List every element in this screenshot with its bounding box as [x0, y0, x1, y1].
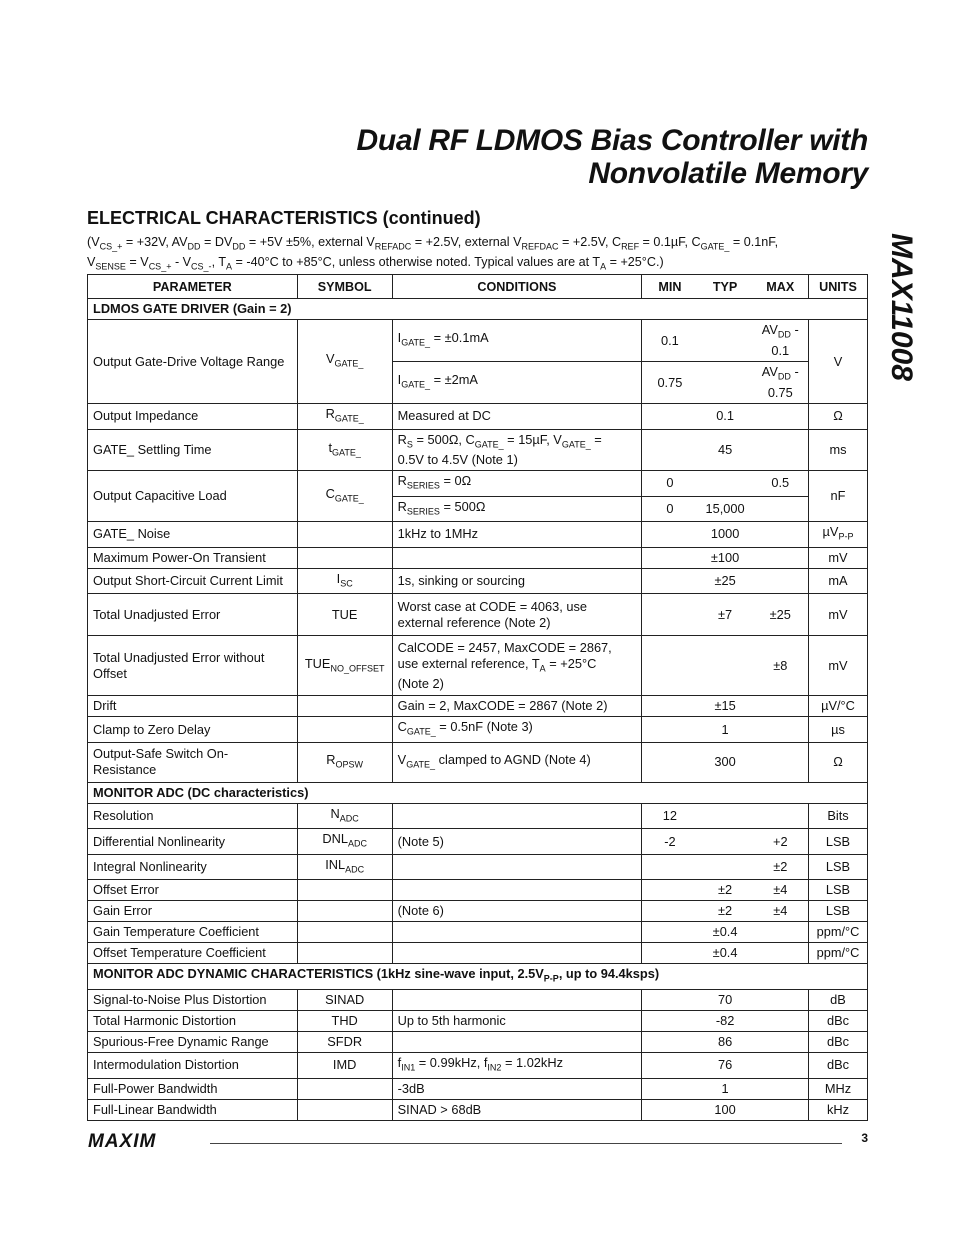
table-row: GATE_ Noise 1kHz to 1MHz 1000 µV$_{P-P}$	[88, 522, 868, 548]
table-row: Output Gate-Drive Voltage Range $V_{GATE\_}$ $I_{GATE\_} = \pm 0.1mA$ 0.1 $AV_{DD}$ - 0.1 V	[88, 320, 868, 362]
part-number-sidebar: MAX11008	[885, 233, 918, 381]
page-title: Dual RF LDMOS Bias Controller with Nonvolatile Memory	[356, 124, 868, 190]
table-row: Differential Nonlinearity $DNL_{ADC}$ (Note 5) -2 +2 LSB	[88, 829, 868, 855]
table-row: Output-Safe Switch On- Resistance $R_{OPSW}$ $V_{GATE\_}$ clamped to AGND (Note 4) 300 Ω	[88, 742, 868, 782]
page-number: 3	[861, 1131, 868, 1145]
table-row: GATE_ Settling Time $t_{GATE\_}$ $R_S = 500\Omega$, $C_{GATE\_} = 15\mu F$, $V_{GATE\_}$ = 0.5V to 4.5V (Note 1) 45 ms	[88, 429, 868, 471]
page-footer	[88, 1131, 868, 1151]
table-row: Drift Gain = 2, MaxCODE = 2867 (Note 2) ±15 µV/°C	[88, 696, 868, 717]
table-row: Intermodulation Distortion IMD $f_{IN1} = 0.99kHz$, $f_{IN2} = 1.02kHz$ 76 dBc	[88, 1053, 868, 1079]
table-row: Gain Error (Note 6) ±2 ±4 LSB	[88, 901, 868, 922]
footer-divider	[210, 1143, 842, 1144]
table-row: Total Unadjusted Error TUE Worst case at CODE = 4063, use external reference (Note 2) ±7 ±25 mV	[88, 594, 868, 636]
table-row: Offset Temperature Coefficient ±0.4 ppm/°C	[88, 943, 868, 964]
table-row: Full-Linear Bandwidth SINAD > 68dB 100 kHz	[88, 1099, 868, 1120]
table-row: Signal-to-Noise Plus Distortion SINAD 70 dB	[88, 990, 868, 1011]
table-row: Total Unadjusted Error without Offset $TUE_{NO\_OFFSET}$ CalCODE = 2457, MaxCODE = 2867, use external reference, $T_A = +25^\circ C$ (Note 2) ±8 mV	[88, 636, 868, 696]
table-header-row: PARAMETER SYMBOL CONDITIONS MIN TYP MAX UNITS	[88, 275, 868, 299]
table-row: Maximum Power-On Transient ±100 mV	[88, 547, 868, 568]
maxim-logo: MAXIM	[88, 1131, 157, 1152]
section-row: LDMOS GATE DRIVER (Gain = 2)	[88, 299, 868, 320]
section-row: MONITOR ADC (DC characteristics)	[88, 782, 868, 803]
section-row: MONITOR ADC DYNAMIC CHARACTERISTICS (1kHz sine-wave input, $2.5V_{P-P}$, up to 94.4ksps)	[88, 964, 868, 990]
table-row: Output Impedance $R_{GATE\_}$ Measured at DC 0.1 Ω	[88, 404, 868, 430]
section-title: ELECTRICAL CHARACTERISTICS (continued)	[87, 208, 481, 228]
table-row: $R_{SERIES} = 500\Omega$ 0 15,000	[88, 496, 868, 522]
test-conditions: ($V_{CS\_+} = +32V$, $AV_{DD} = DV_{DD} = +5V \pm 5\%$, external $V_{REFADC} = +2.5V$, external $V_{REFDAC} = +2.5V$, $C_{REF} = 0.1\mu F$, $C_{GATE\_} = 0.1nF$, $V_{SENSE} = V_{CS\_+} - V_{CS\_-}$, $T_A = -40^\circ C$ to +85°C, unless otherwise noted. Typical values are at $T_A = +25^\circ C$.)	[87, 235, 779, 272]
electrical-characteristics-table	[87, 274, 868, 1121]
table-row: $I_{GATE\_} = \pm 2mA$ 0.75 $AV_{DD}$ - 0.75	[88, 362, 868, 404]
table-row: Clamp to Zero Delay $C_{GATE\_} = 0.5nF$ (Note 3) 1 µs	[88, 717, 868, 743]
table-row: Gain Temperature Coefficient ±0.4 ppm/°C	[88, 922, 868, 943]
table-row: Offset Error ±2 ±4 LSB	[88, 880, 868, 901]
table-row: Output Short-Circuit Current Limit $I_{SC}$ 1s, sinking or sourcing ±25 mA	[88, 568, 868, 594]
table-row: Output Capacitive Load $C_{GATE\_}$ $R_{SERIES} = 0\Omega$ 0 0.5 nF	[88, 471, 868, 497]
table-row: Full-Power Bandwidth -3dB 1 MHz	[88, 1078, 868, 1099]
table-row: Resolution $N_{ADC}$ 12 Bits	[88, 803, 868, 829]
table-row: Spurious-Free Dynamic Range SFDR 86 dBc	[88, 1032, 868, 1053]
table-row: Integral Nonlinearity $INL_{ADC}$ ±2 LSB	[88, 854, 868, 880]
table-row: Total Harmonic Distortion THD Up to 5th harmonic -82 dBc	[88, 1011, 868, 1032]
